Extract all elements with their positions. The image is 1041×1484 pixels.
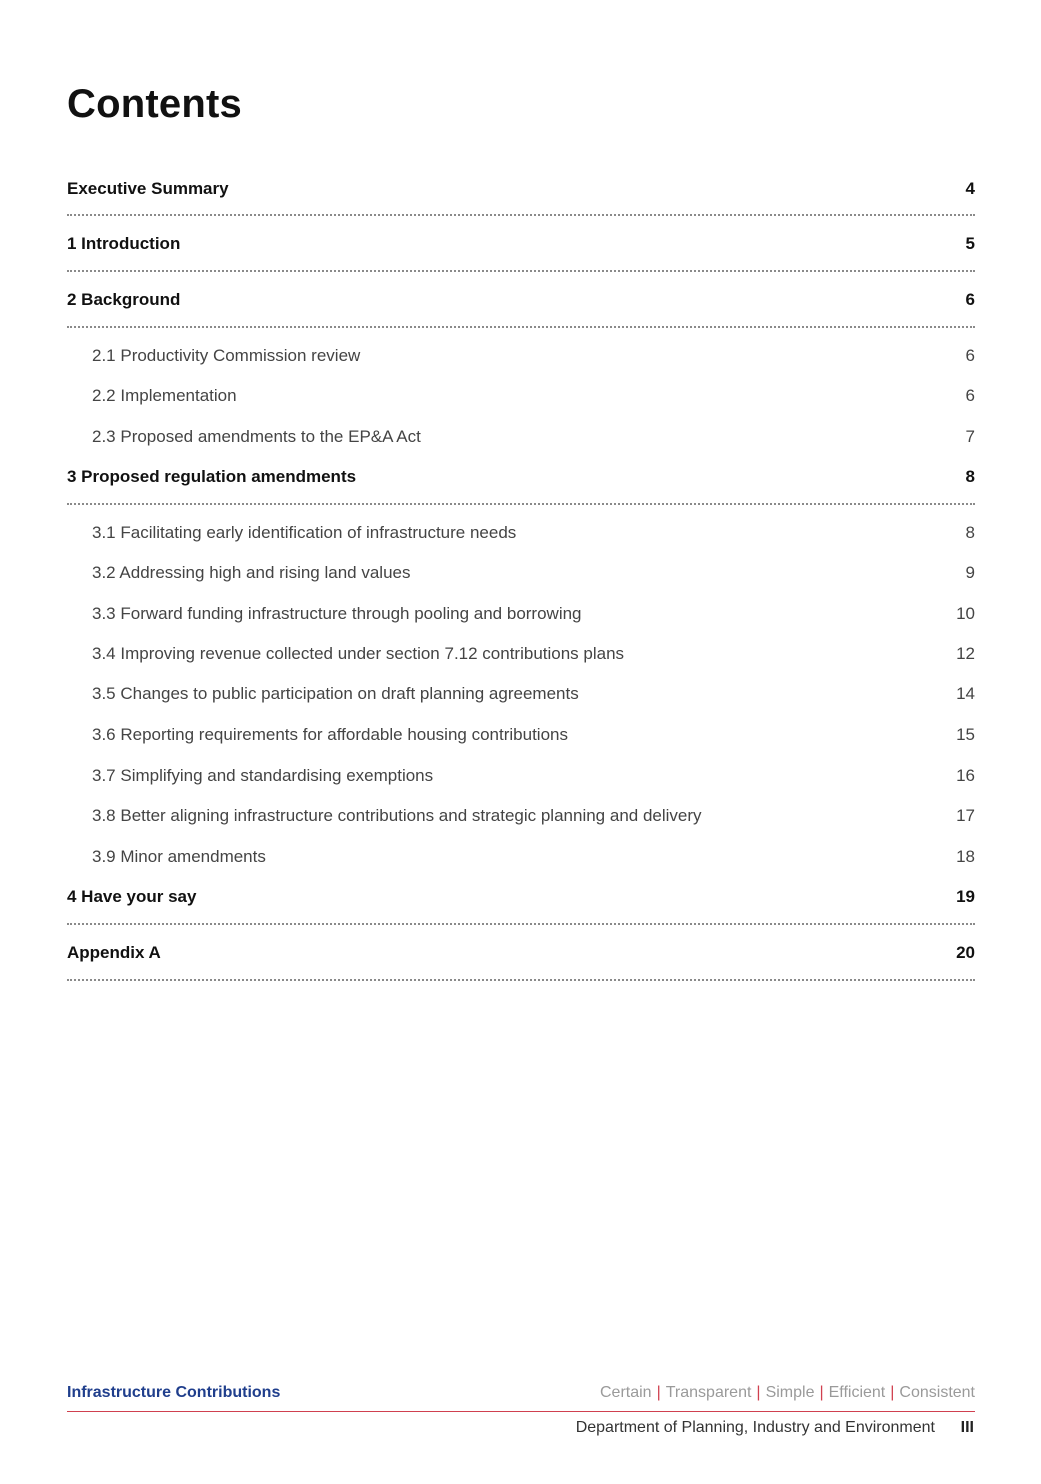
footer-value: Consistent — [899, 1384, 975, 1401]
toc-entry-label: 3.4 Improving revenue collected under section 7.12 contributions plans — [92, 644, 625, 663]
toc-entry-label: 3.2 Addressing high and rising land values — [92, 563, 411, 582]
toc-entry-page: 14 — [956, 684, 975, 703]
toc-subentry[interactable] — [67, 604, 975, 624]
toc-entry-page: 8 — [965, 467, 975, 486]
toc-subentry[interactable] — [67, 386, 975, 406]
footer-document-title: Infrastructure Contributions — [67, 1384, 281, 1401]
toc-entry-page: 7 — [965, 427, 975, 446]
toc-entry-label: 2.1 Productivity Commission review — [92, 346, 361, 365]
toc-entry-page: 6 — [965, 290, 975, 309]
toc-subentry[interactable] — [67, 644, 975, 664]
footer-values — [600, 1384, 975, 1402]
toc-entry-label: 2.2 Implementation — [92, 386, 237, 405]
toc-entry[interactable] — [67, 943, 975, 963]
toc-entry-label: Appendix A — [67, 943, 161, 962]
toc-subentry[interactable] — [67, 523, 975, 543]
dotted-divider — [67, 979, 975, 981]
dotted-divider — [67, 923, 975, 925]
toc-entry[interactable] — [67, 234, 975, 254]
toc-entry-label: 3.8 Better aligning infrastructure contributions and strategic planning and delivery — [92, 806, 702, 825]
toc-subentry[interactable] — [67, 766, 975, 786]
dotted-divider — [67, 326, 975, 328]
toc-entry-label: 3 Proposed regulation amendments — [67, 467, 357, 486]
toc-entry-page: 12 — [956, 644, 975, 663]
toc-entry-label: 2 Background — [67, 290, 181, 309]
toc-entry-label: 3.5 Changes to public participation on draft planning agreements — [92, 684, 579, 703]
toc-entry[interactable] — [67, 290, 975, 310]
dotted-divider — [67, 503, 975, 505]
footer-value: Certain — [600, 1384, 652, 1401]
footer-separator: | — [819, 1384, 824, 1401]
toc-entry-page: 5 — [965, 234, 975, 253]
toc-entry-page: 6 — [965, 346, 975, 365]
toc-entry-page: 16 — [956, 766, 975, 785]
toc-entry-page: 4 — [965, 179, 975, 198]
toc-entry-page: 9 — [965, 563, 975, 582]
page-number: III — [960, 1419, 974, 1436]
toc-subentry[interactable] — [67, 806, 975, 826]
toc-subentry[interactable] — [67, 725, 975, 745]
toc-entry-label: 3.9 Minor amendments — [92, 847, 266, 866]
toc-entry-label: 3.7 Simplifying and standardising exemptions — [92, 766, 434, 785]
toc-entry-label: 3.1 Facilitating early identification of infrastructure needs — [92, 523, 517, 542]
toc-entry-page: 18 — [956, 847, 975, 866]
toc-entry-page: 8 — [965, 523, 975, 542]
footer-value: Efficient — [828, 1384, 886, 1401]
toc-entry-page: 15 — [956, 725, 975, 744]
toc-entry[interactable] — [67, 887, 975, 907]
toc-entry-label: 1 Introduction — [67, 234, 181, 253]
dotted-divider — [67, 214, 975, 216]
toc-subentry[interactable] — [67, 684, 975, 704]
toc-subentry[interactable] — [67, 427, 975, 447]
toc-entry[interactable] — [67, 179, 975, 199]
toc-entry-page: 17 — [956, 806, 975, 825]
toc-entry-label: 3.3 Forward funding infrastructure through pooling and borrowing — [92, 604, 582, 623]
footer-separator: | — [890, 1384, 895, 1401]
toc-subentry[interactable] — [67, 847, 975, 867]
dotted-divider — [67, 270, 975, 272]
toc-entry-page: 6 — [965, 386, 975, 405]
toc-entry-page: 10 — [956, 604, 975, 623]
toc-entry-label: 2.3 Proposed amendments to the EP&A Act — [92, 427, 421, 446]
footer-separator: | — [656, 1384, 661, 1401]
footer-value: Simple — [765, 1384, 815, 1401]
toc-entry-label: 4 Have your say — [67, 887, 197, 906]
toc-entry-label: 3.6 Reporting requirements for affordable housing contributions — [92, 725, 568, 744]
footer-value: Transparent — [665, 1384, 752, 1401]
toc-entry-label: Executive Summary — [67, 179, 229, 198]
footer-department: Department of Planning, Industry and Environment — [575, 1419, 935, 1436]
footer-separator: | — [756, 1384, 761, 1401]
toc-entry[interactable] — [67, 467, 975, 487]
toc-entry-page: 20 — [956, 943, 975, 962]
page-title: Contents — [67, 82, 242, 126]
toc-subentry[interactable] — [67, 346, 975, 366]
footer-divider — [67, 1411, 975, 1412]
toc-entry-page: 19 — [956, 887, 975, 906]
toc-subentry[interactable] — [67, 563, 975, 583]
